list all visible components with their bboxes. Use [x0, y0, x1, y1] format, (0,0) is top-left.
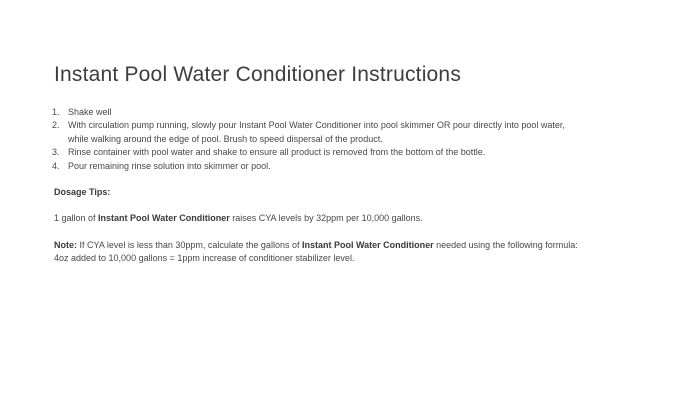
- dosage-tips-heading: Dosage Tips:: [54, 187, 111, 198]
- dosage-sentence: [54, 212, 578, 225]
- list-item-text: With circulation pump running, slowly pour Instant Pool Water Conditioner into pool skimmer OR pour directly into pool water, while walking around the edge of pool. Brush to speed dispersal of the product.: [68, 120, 565, 144]
- note-label: Note:: [54, 239, 77, 250]
- page-title: Instant Pool Water Conditioner Instructions: [54, 63, 462, 86]
- dosage-sentence-post: raises CYA levels by 32ppm per 10,000 gallons.: [229, 213, 423, 224]
- note-product-name: Instant Pool Water Conditioner: [301, 239, 434, 250]
- dosage-sentence-pre: 1 gallon of: [54, 213, 99, 224]
- list-item-number: 3.: [52, 147, 60, 158]
- note-pre: If CYA level is less than 30ppm, calculate the gallons of: [77, 239, 302, 250]
- list-item-text: Shake well: [68, 107, 112, 117]
- note-paragraph: [54, 239, 578, 266]
- list-item: [52, 106, 576, 119]
- note-post: needed using the following formula: 4oz added to 10,000 gallons = 1ppm increase of conditioner stabilizer level.: [54, 239, 578, 264]
- list-item-number: 2.: [52, 120, 60, 131]
- list-item-number: 4.: [52, 160, 60, 171]
- list-item: [52, 160, 576, 173]
- list-item-number: 1.: [52, 107, 60, 117]
- list-item: [52, 119, 576, 146]
- dosage-product-name: Instant Pool Water Conditioner: [98, 213, 230, 224]
- list-item-text: Pour remaining rinse solution into skimmer or pool.: [68, 160, 271, 171]
- instructions-list: [52, 106, 576, 173]
- list-item: [52, 146, 576, 159]
- list-item-text: Rinse container with pool water and shake to ensure all product is removed from the bottom of the bottle.: [68, 147, 486, 158]
